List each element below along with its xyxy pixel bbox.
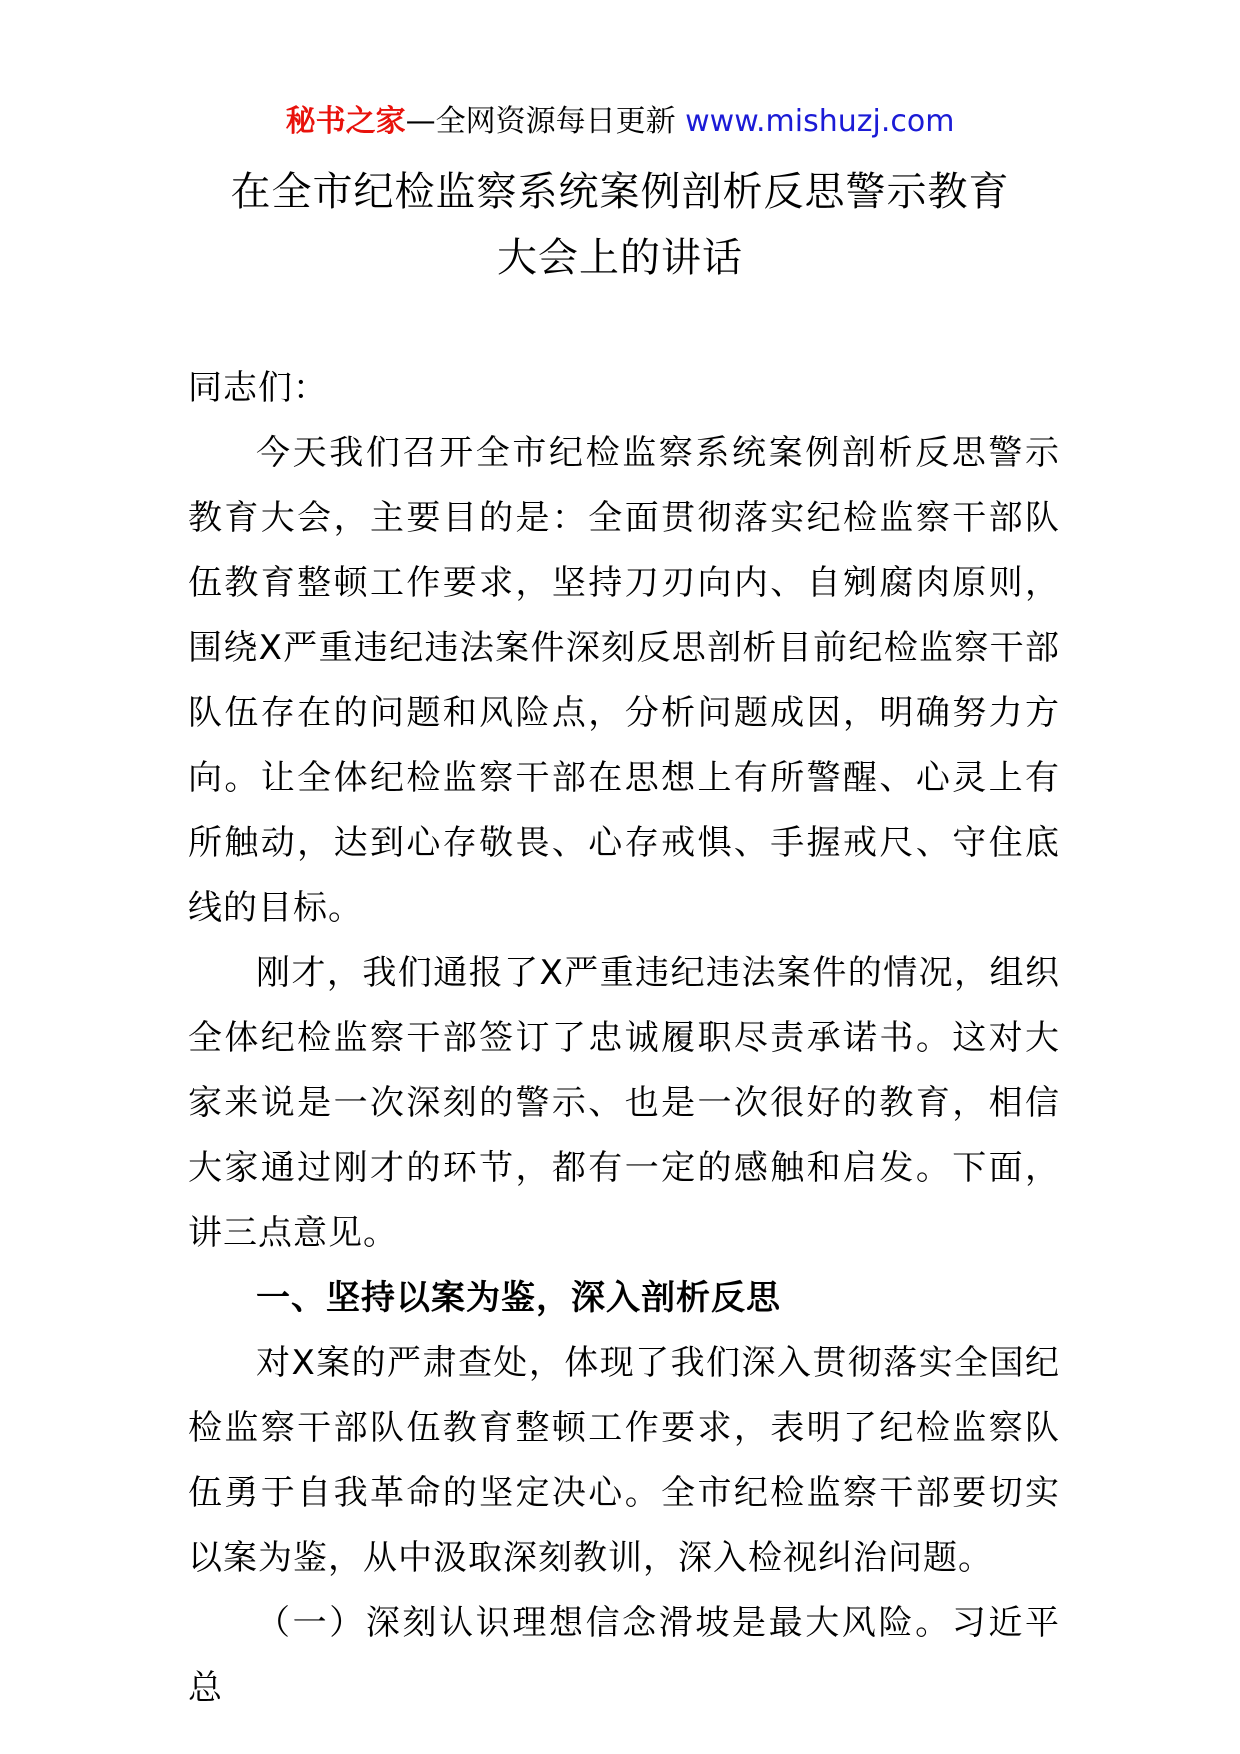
document-body	[188, 356, 1060, 1721]
paragraph-3: 对X案的严肃查处，体现了我们深入贯彻落实全国纪检监察干部队伍教育整顿工作要求，表明了纪检监察队伍勇于自我革命的坚定决心。全市纪检监察干部要切实以案为鉴，从中汲取深刻教训，深入检视纠治问题。	[188, 1343, 1060, 1578]
header-slogan: —全网资源每日更新	[405, 104, 676, 139]
document-title-line-1: 在全市纪检监察系统案例剖析反思警示教育	[230, 169, 1010, 215]
brand-name: 秘书之家	[285, 104, 406, 139]
paragraph-4: （一）深刻认识理想信念滑坡是最大风险。习近平总	[188, 1603, 1060, 1708]
watermark-header	[0, 100, 1240, 144]
paragraph-2: 刚才，我们通报了X严重违纪违法案件的情况，组织全体纪检监察干部签订了忠诚履职尽责承诺书。这对大家来说是一次深刻的警示、也是一次很好的教育，相信大家通过刚才的环节，都有一定的感触和启发。下面，讲三点意见。	[188, 953, 1060, 1253]
paragraph-1: 今天我们召开全市纪检监察系统案例剖析反思警示教育大会，主要目的是：全面贯彻落实纪检监察干部队伍教育整顿工作要求，坚持刀刃向内、自剜腐肉原则，围绕X严重违纪违法案件深刻反思剖析目前纪检监察干部队伍存在的问题和风险点，分析问题成因，明确努力方向。让全体纪检监察干部在思想上有所警醒、心灵上有所触动，达到心存敬畏、心存戒惧、手握戒尺、守住底线的目标。	[188, 433, 1060, 928]
section-heading-1: 一、坚持以案为鉴，深入剖析反思	[256, 1278, 781, 1318]
salutation: 同志们：	[188, 368, 328, 408]
site-url-link[interactable]: www.mishuzj.com	[685, 104, 955, 139]
document-title-line-2: 大会上的讲话	[497, 235, 743, 281]
